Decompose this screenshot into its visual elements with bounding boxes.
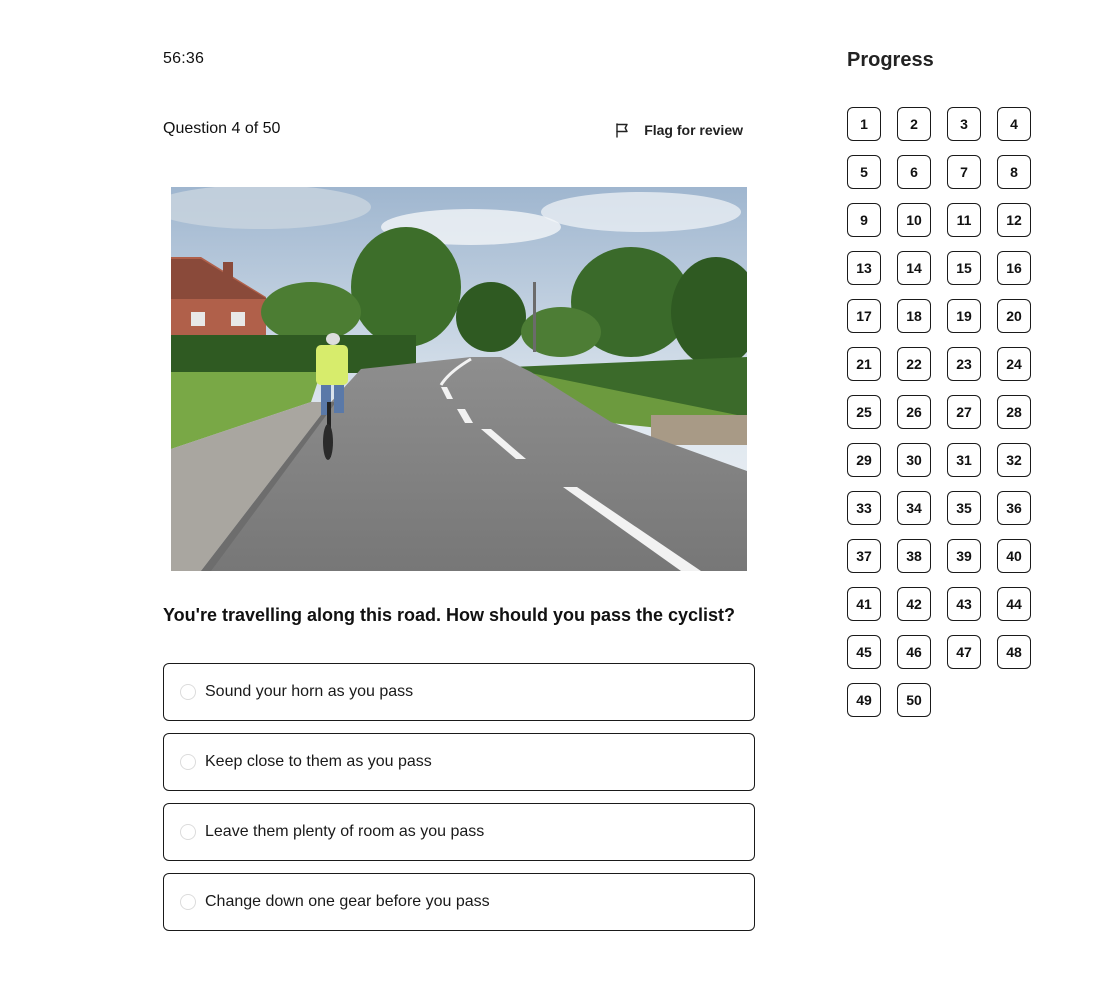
- question-nav-button[interactable]: 21: [847, 347, 881, 381]
- question-nav-button[interactable]: 41: [847, 587, 881, 621]
- question-nav-button[interactable]: 19: [947, 299, 981, 333]
- progress-grid: [847, 107, 1047, 717]
- question-nav-button[interactable]: 36: [997, 491, 1031, 525]
- question-nav-button[interactable]: 5: [847, 155, 881, 189]
- radio-circle[interactable]: [180, 824, 196, 840]
- question-nav-button[interactable]: 34: [897, 491, 931, 525]
- question-nav-button[interactable]: 25: [847, 395, 881, 429]
- question-image: [171, 187, 747, 571]
- answer-label: Keep close to them as you pass: [205, 753, 432, 770]
- answer-list: [163, 663, 755, 943]
- question-nav-button[interactable]: 9: [847, 203, 881, 237]
- flag-for-review-button[interactable]: [614, 119, 743, 141]
- question-nav-button[interactable]: 1: [847, 107, 881, 141]
- question-nav-button[interactable]: 3: [947, 107, 981, 141]
- question-nav-button[interactable]: 20: [997, 299, 1031, 333]
- progress-title: Progress: [847, 49, 934, 71]
- question-nav-button[interactable]: 37: [847, 539, 881, 573]
- question-nav-button[interactable]: 17: [847, 299, 881, 333]
- question-nav-button[interactable]: 12: [997, 203, 1031, 237]
- question-nav-button[interactable]: 33: [847, 491, 881, 525]
- answer-label: Leave them plenty of room as you pass: [205, 823, 485, 840]
- radio-circle[interactable]: [180, 684, 196, 700]
- question-nav-button[interactable]: 7: [947, 155, 981, 189]
- question-nav-button[interactable]: 45: [847, 635, 881, 669]
- answer-option-4[interactable]: [163, 873, 755, 931]
- question-nav-button[interactable]: 2: [897, 107, 931, 141]
- radio-circle[interactable]: [180, 754, 196, 770]
- question-nav-button[interactable]: 23: [947, 347, 981, 381]
- flag-for-review-label: Flag for review: [644, 122, 743, 138]
- question-nav-button[interactable]: 43: [947, 587, 981, 621]
- question-nav-button[interactable]: 35: [947, 491, 981, 525]
- question-nav-button[interactable]: 39: [947, 539, 981, 573]
- question-nav-button[interactable]: 15: [947, 251, 981, 285]
- question-nav-button[interactable]: 48: [997, 635, 1031, 669]
- question-nav-button[interactable]: 44: [997, 587, 1031, 621]
- question-nav-button[interactable]: 30: [897, 443, 931, 477]
- answer-option-1[interactable]: [163, 663, 755, 721]
- answer-option-2[interactable]: [163, 733, 755, 791]
- question-nav-button[interactable]: 26: [897, 395, 931, 429]
- question-nav-button[interactable]: 18: [897, 299, 931, 333]
- answer-option-3[interactable]: [163, 803, 755, 861]
- question-nav-button[interactable]: 47: [947, 635, 981, 669]
- question-nav-button[interactable]: 50: [897, 683, 931, 717]
- question-nav-button[interactable]: 38: [897, 539, 931, 573]
- question-nav-button[interactable]: 27: [947, 395, 981, 429]
- question-nav-button[interactable]: 32: [997, 443, 1031, 477]
- question-nav-button[interactable]: 11: [947, 203, 981, 237]
- question-header: [163, 119, 755, 141]
- question-nav-button[interactable]: 40: [997, 539, 1031, 573]
- question-text: You're travelling along this road. How should you pass the cyclist?: [163, 605, 736, 625]
- question-nav-button[interactable]: 22: [897, 347, 931, 381]
- radio-circle[interactable]: [180, 894, 196, 910]
- question-nav-button[interactable]: 29: [847, 443, 881, 477]
- question-nav-button[interactable]: 31: [947, 443, 981, 477]
- question-counter: Question 4 of 50: [163, 120, 281, 137]
- answer-label: Change down one gear before you pass: [205, 893, 490, 910]
- question-nav-button[interactable]: 16: [997, 251, 1031, 285]
- question-nav-button[interactable]: 13: [847, 251, 881, 285]
- question-nav-button[interactable]: 10: [897, 203, 931, 237]
- answer-label: Sound your horn as you pass: [205, 683, 414, 700]
- question-nav-button[interactable]: 49: [847, 683, 881, 717]
- question-nav-button[interactable]: 6: [897, 155, 931, 189]
- question-nav-button[interactable]: 42: [897, 587, 931, 621]
- question-nav-button[interactable]: 46: [897, 635, 931, 669]
- flag-icon: [614, 122, 630, 138]
- question-nav-button[interactable]: 4: [997, 107, 1031, 141]
- question-nav-button[interactable]: 14: [897, 251, 931, 285]
- question-nav-button[interactable]: 28: [997, 395, 1031, 429]
- timer: 56:36: [163, 50, 205, 67]
- question-nav-button[interactable]: 24: [997, 347, 1031, 381]
- question-nav-button[interactable]: 8: [997, 155, 1031, 189]
